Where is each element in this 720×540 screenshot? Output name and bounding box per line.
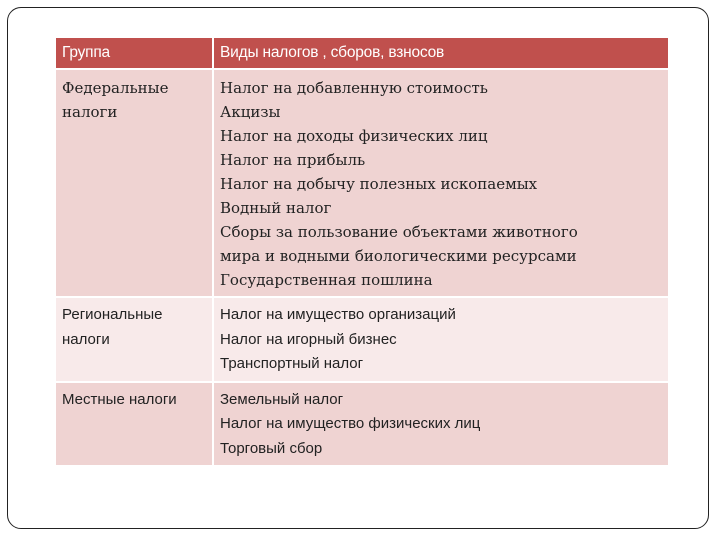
group-cell [56, 69, 213, 297]
table-row-regional [56, 297, 668, 382]
tax-item: Транспортный налог [220, 355, 364, 372]
tax-item: Налог на добычу полезных ископаемых [220, 175, 538, 193]
group-label: Региональные [62, 306, 163, 323]
tax-item: Земельный налог [220, 390, 344, 408]
tax-item: Налог на игорный бизнес [220, 330, 397, 348]
table-row-local [56, 382, 668, 466]
tax-item: Налог на прибыль [220, 151, 366, 169]
tax-item: Налог на имущество организаций [220, 306, 456, 323]
items-cell [213, 297, 668, 382]
group-label: Местные налоги [62, 390, 177, 408]
header-group: Группа [56, 38, 213, 69]
group-label: Федеральные [62, 79, 169, 97]
tax-item: Государственная пошлина [220, 271, 433, 289]
tax-item: Сборы за пользование объектами животного [220, 223, 578, 241]
tax-item: Водный налог [220, 199, 332, 217]
table-header-row [56, 38, 668, 69]
tax-item: Налог на добавленную стоимость [220, 79, 488, 97]
tax-item: Налог на имущество физических лиц [220, 415, 481, 432]
tax-item: мира и водными биологическими ресурсами [220, 247, 577, 265]
items-cell [213, 69, 668, 297]
group-label: налоги [62, 330, 110, 348]
group-cell [56, 382, 213, 466]
group-cell [56, 297, 213, 382]
table-row-federal [56, 69, 668, 297]
tax-item: Акцизы [220, 103, 281, 121]
tax-item: Налог на доходы физических лиц [220, 127, 488, 145]
group-label: налоги [62, 103, 118, 121]
header-tax-types: Виды налогов , сборов, взносов [213, 38, 668, 69]
tax-item: Торговый сбор [220, 439, 323, 457]
items-cell [213, 382, 668, 466]
tax-table [56, 38, 668, 465]
